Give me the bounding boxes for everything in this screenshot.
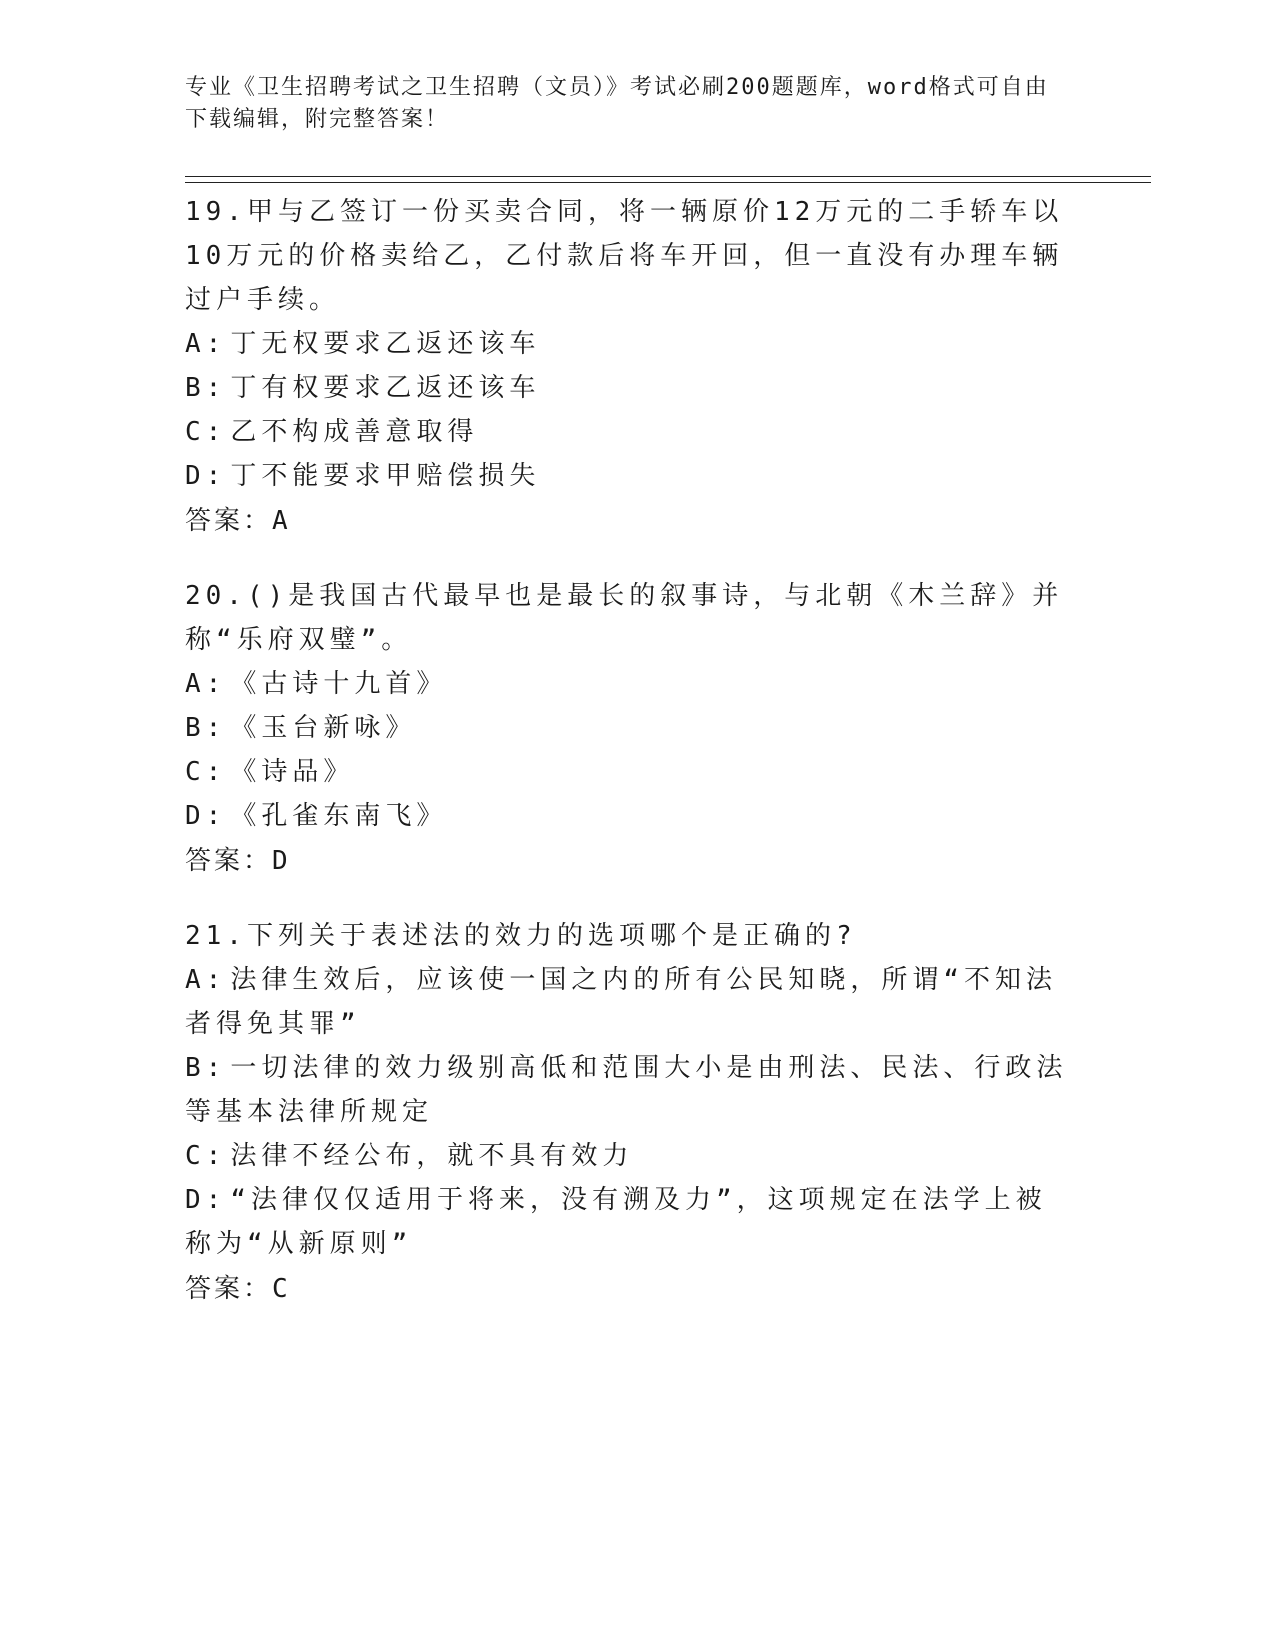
answer-value: C	[272, 1274, 288, 1304]
option-text: 《玉台新咏》	[230, 713, 417, 743]
option-key: B:	[185, 373, 227, 403]
option-key: B:	[185, 713, 227, 743]
question-21	[185, 914, 1075, 1312]
option-b	[185, 366, 1075, 410]
document-header: 专业《卫生招聘考试之卫生招聘（文员）》考试必刷200题题库，word格式可自由下载编辑，附完整答案！	[185, 75, 1049, 132]
answer-line	[185, 838, 1075, 884]
option-c	[185, 410, 1075, 454]
option-c	[185, 750, 1075, 794]
question-stem: 19.甲与乙签订一份买卖合同，将一辆原价12万元的二手轿车以10万元的价格卖给乙，乙付款后将车开回，但一直没有办理车辆过户手续。	[185, 197, 1064, 315]
option-text: “法律仅仅适用于将来，没有溯及力”，这项规定在法学上被称为“从新原则”	[185, 1185, 1047, 1259]
question-stem: 21.下列关于表述法的效力的选项哪个是正确的?	[185, 921, 857, 951]
option-b	[185, 706, 1075, 750]
question-19	[185, 190, 1075, 544]
option-text: 丁有权要求乙返还该车	[230, 373, 541, 403]
answer-line	[185, 1266, 1075, 1312]
option-text: 法律不经公布，就不具有效力	[230, 1141, 634, 1171]
option-key: D:	[185, 1185, 227, 1215]
answer-label: 答案：	[185, 846, 273, 876]
answer-line	[185, 498, 1075, 544]
option-b	[185, 1046, 1075, 1134]
option-d	[185, 794, 1075, 838]
option-text: 一切法律的效力级别高低和范围大小是由刑法、民法、行政法等基本法律所规定	[185, 1053, 1068, 1127]
question-20	[185, 574, 1075, 884]
option-a	[185, 322, 1075, 366]
answer-value: D	[272, 846, 288, 876]
option-text: 丁不能要求甲赔偿损失	[230, 461, 541, 491]
option-key: A:	[185, 329, 227, 359]
header-divider-bottom	[185, 182, 1151, 183]
question-stem: 20.()是我国古代最早也是最长的叙事诗，与北朝《木兰辞》并称“乐府双璧”。	[185, 581, 1064, 655]
option-key: C:	[185, 1141, 227, 1171]
option-a	[185, 662, 1075, 706]
option-d	[185, 1178, 1075, 1266]
option-key: C:	[185, 757, 227, 787]
option-d	[185, 454, 1075, 498]
option-key: D:	[185, 461, 227, 491]
answer-label: 答案：	[185, 506, 273, 536]
option-key: A:	[185, 669, 227, 699]
option-a	[185, 958, 1075, 1046]
option-text: 丁无权要求乙返还该车	[230, 329, 541, 359]
answer-label: 答案：	[185, 1274, 273, 1304]
option-c	[185, 1134, 1075, 1178]
header-divider-top	[185, 176, 1151, 177]
option-key: A:	[185, 965, 227, 995]
option-key: B:	[185, 1053, 227, 1083]
option-text: 《孔雀东南飞》	[230, 801, 448, 831]
question-list	[185, 190, 1075, 1342]
answer-value: A	[272, 506, 288, 536]
option-key: D:	[185, 801, 227, 831]
option-text: 法律生效后，应该使一国之内的所有公民知晓，所谓“不知法者得免其罪”	[185, 965, 1057, 1039]
option-text: 《诗品》	[230, 757, 355, 787]
option-text: 乙不构成善意取得	[230, 417, 479, 447]
option-key: C:	[185, 417, 227, 447]
option-text: 《古诗十九首》	[230, 669, 448, 699]
